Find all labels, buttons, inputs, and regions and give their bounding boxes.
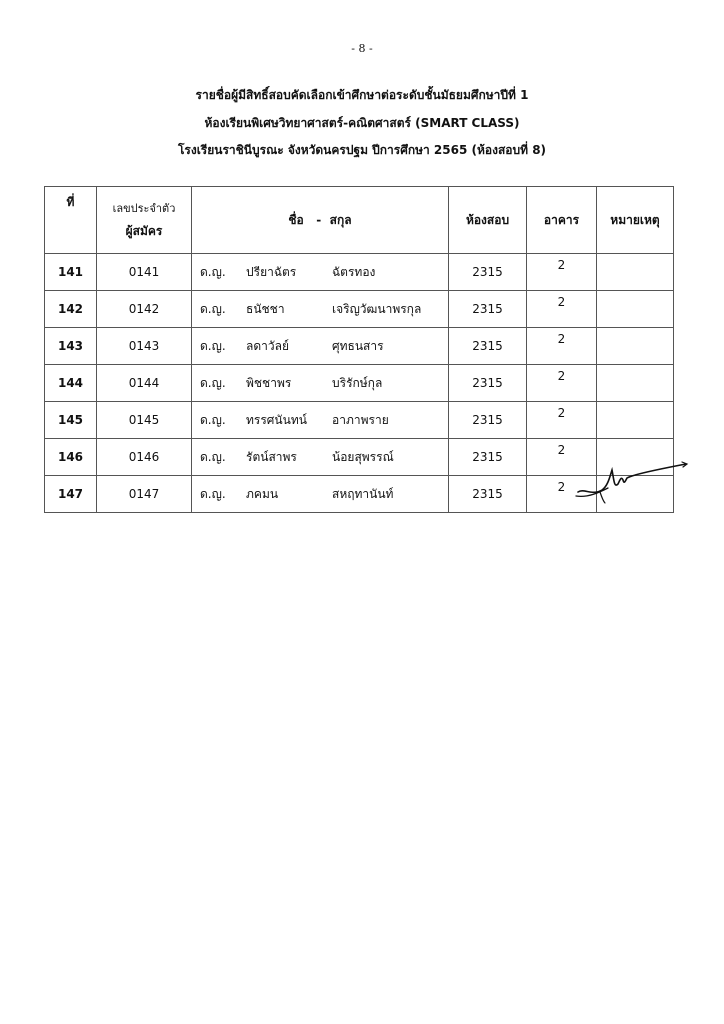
cell-no: 141 (45, 254, 97, 291)
cell-remark (597, 365, 674, 402)
header-name (192, 187, 449, 254)
last-name: ฉัตรทอง (332, 264, 376, 279)
header-applicant-id-line1: เลขประจำตัว (112, 202, 176, 215)
cell-applicant-id: 0141 (97, 254, 192, 291)
cell-exam-room: 2315 (449, 365, 527, 402)
cell-applicant-id: 0143 (97, 328, 192, 365)
header-no (45, 187, 97, 254)
first-name: ทรรศนันทน์ (246, 412, 307, 427)
cell-name (192, 476, 449, 513)
header-building (527, 187, 597, 254)
cell-exam-room: 2315 (449, 476, 527, 513)
first-name: ลดาวัลย์ (246, 338, 290, 353)
last-name: สหฤทานันท์ (332, 486, 394, 501)
cell-remark (597, 254, 674, 291)
cell-name (192, 328, 449, 365)
document-title-line-2: ห้องเรียนพิเศษวิทยาศาสตร์-คณิตศาสตร์ (SMART CLASS) (204, 116, 520, 130)
cell-building: 2 (527, 254, 597, 291)
cell-exam-room: 2315 (449, 439, 527, 476)
header-no-label: ที่ (66, 195, 75, 209)
table-row (45, 328, 674, 365)
cell-building: 2 (527, 439, 597, 476)
cell-exam-room: 2315 (449, 254, 527, 291)
header-name-label: ชื่อ - สกุล (288, 212, 352, 227)
cell-remark (597, 402, 674, 439)
cell-name (192, 402, 449, 439)
first-name: ปรียาฉัตร (246, 264, 297, 279)
cell-applicant-id: 0147 (97, 476, 192, 513)
name-prefix: ด.ญ. (200, 338, 226, 353)
last-name: อาภาพราย (332, 412, 389, 427)
cell-exam-room: 2315 (449, 402, 527, 439)
header-applicant-id (97, 187, 192, 254)
first-name: ธนัชชา (246, 301, 285, 316)
name-prefix: ด.ญ. (200, 412, 226, 427)
cell-no: 144 (45, 365, 97, 402)
page-number: - 8 - (351, 42, 373, 55)
cell-no: 142 (45, 291, 97, 328)
first-name: พิชชาพร (246, 375, 292, 390)
table-row (45, 402, 674, 439)
cell-building: 2 (527, 476, 597, 513)
name-prefix: ด.ญ. (200, 449, 226, 464)
first-name: ภคมน (246, 486, 279, 501)
table-header-row (45, 187, 674, 254)
first-name: รัตน์สาพร (246, 449, 297, 464)
name-prefix: ด.ญ. (200, 486, 226, 501)
header-applicant-id-line2: ผู้สมัคร (125, 224, 163, 238)
cell-no: 143 (45, 328, 97, 365)
cell-applicant-id: 0142 (97, 291, 192, 328)
last-name: ศุทธนสาร (332, 338, 384, 353)
header-remark (597, 187, 674, 254)
document-title-line-3: โรงเรียนราชินีบูรณะ จังหวัดนครปฐม ปีการศึกษา 2565 (ห้องสอบที่ 8) (177, 143, 547, 157)
cell-building: 2 (527, 402, 597, 439)
header-exam-room-label: ห้องสอบ (465, 212, 510, 227)
header-exam-room (449, 187, 527, 254)
handwritten-signature (574, 458, 690, 504)
name-prefix: ด.ญ. (200, 301, 226, 316)
document-title-line-1: รายชื่อผู้มีสิทธิ์สอบคัดเลือกเข้าศึกษาต่อระดับชั้นมัธยมศึกษาปีที่ 1 (195, 88, 529, 102)
table-row (45, 291, 674, 328)
table-row (45, 365, 674, 402)
last-name: บริรักษ์กุล (332, 375, 383, 390)
cell-applicant-id: 0145 (97, 402, 192, 439)
cell-no: 147 (45, 476, 97, 513)
cell-no: 146 (45, 439, 97, 476)
header-remark-label: หมายเหตุ (610, 212, 660, 227)
last-name: น้อยสุพรรณ์ (332, 449, 394, 464)
name-prefix: ด.ญ. (200, 375, 226, 390)
table-row (45, 254, 674, 291)
cell-exam-room: 2315 (449, 291, 527, 328)
cell-applicant-id: 0144 (97, 365, 192, 402)
cell-no: 145 (45, 402, 97, 439)
cell-exam-room: 2315 (449, 328, 527, 365)
header-building-label: อาคาร (543, 212, 580, 227)
cell-name (192, 365, 449, 402)
cell-building: 2 (527, 365, 597, 402)
cell-name (192, 439, 449, 476)
cell-name (192, 291, 449, 328)
cell-applicant-id: 0146 (97, 439, 192, 476)
name-prefix: ด.ญ. (200, 264, 226, 279)
cell-name (192, 254, 449, 291)
last-name: เจริญวัฒนาพรกุล (332, 301, 422, 316)
cell-remark (597, 328, 674, 365)
cell-remark (597, 291, 674, 328)
cell-building: 2 (527, 328, 597, 365)
cell-building: 2 (527, 291, 597, 328)
